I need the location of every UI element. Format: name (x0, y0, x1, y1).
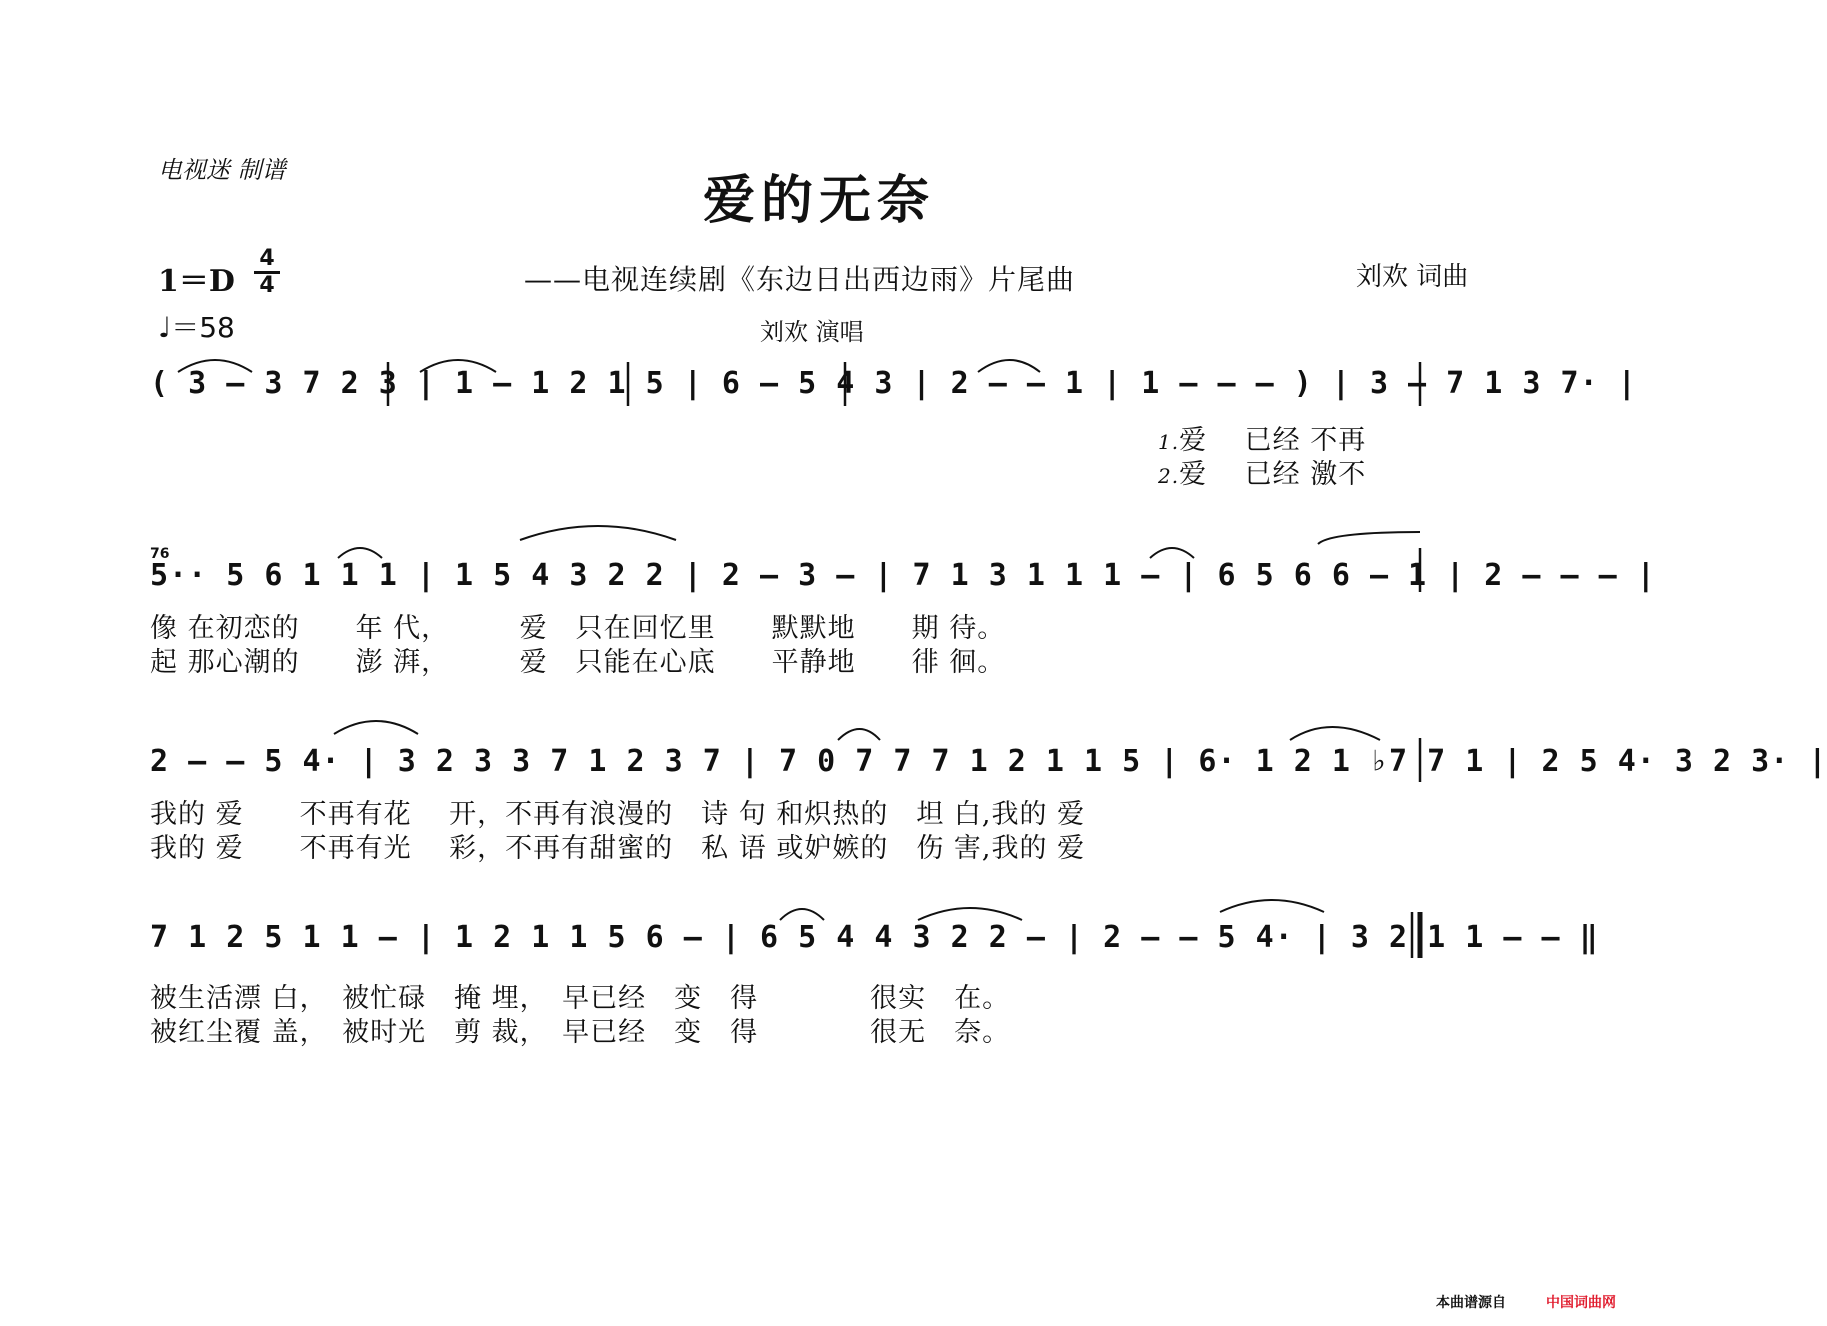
lyricist-composer: 刘欢 词曲 (1356, 262, 1469, 292)
slur (1220, 900, 1324, 912)
lyrics-row-3-verse-1: 我的 爱 不再有花 开，不再有浪漫的 诗 句 和炽热的 坦 白,我的 爱 (150, 799, 1086, 830)
song-title: 爱的无奈 (702, 170, 935, 231)
notation-row-2: 5·· 5 6 1 1 1 | 1 5 4 3 2 2 | 2 – 3 – | 7 1 3 1 1 1 – | 6 5 6 6 – 1 | 2 – – – | (150, 558, 1656, 593)
slur (918, 908, 1022, 920)
notation-row-4: 7 1 2 5 1 1 – | 1 2 1 1 5 6 – | 6 5 4 4 3 2 2 – | 2 – – 5 4· | 3 2 1 1 – – ‖ (150, 920, 1599, 955)
source-note: 本曲谱源自 (1436, 1295, 1506, 1311)
notation-row-1: ( 3 – 3 7 2 3 | 1 – 1 2 1 5 | 6 – 5 4 3 | 2 – – 1 | 1 – – – ) | 3 – 7 1 3 7· | (150, 366, 1637, 401)
slur (338, 548, 382, 558)
slur (420, 360, 496, 372)
lyrics-row-4-verse-1: 被生活漂 白， 被忙碌 掩 埋， 早已经 变 得 很实 在。 (150, 983, 1011, 1014)
verse-text: 爱 已经 激不 (1179, 459, 1367, 490)
lyrics-row-3-verse-2: 我的 爱 不再有光 彩，不再有甜蜜的 私 语 或妒嫉的 伤 害,我的 爱 (150, 833, 1086, 864)
slur (1290, 727, 1380, 740)
slur (520, 526, 676, 540)
slur (178, 360, 252, 372)
lyrics-row-2-verse-1: 像 在初恋的 年 代， 爱 只在回忆里 默默地 期 待。 (150, 613, 1006, 644)
subtitle: ——电视连续剧《东边日出西边雨》片尾曲 (524, 263, 1076, 296)
notation-row-3: 2 – – 5 4· | 3 2 3 3 7 1 2 3 7 | 7 0 7 7 7 1 2 1 1 5 | 6· 1 2 1 ♭7 7 1 | 2 5 4· 3 2 3· | (150, 744, 1827, 779)
tempo-mark: ♩＝58 (158, 311, 235, 344)
barlines (388, 362, 1420, 958)
slur (1150, 548, 1194, 558)
score-maker: 电视迷 制谱 (158, 156, 286, 184)
slur (334, 721, 418, 734)
lyrics-row-4-verse-2: 被红尘覆 盖， 被时光 剪 裁， 早已经 变 得 很无 奈。 (150, 1017, 1011, 1048)
time-numerator: 4 (259, 246, 275, 271)
verse-text: 爱 已经 不再 (1179, 425, 1367, 456)
grace-note-ornament: 76 (150, 546, 170, 562)
source-site-link[interactable]: 中国词曲网 (1546, 1295, 1616, 1311)
performer: 刘欢 演唱 (760, 318, 864, 346)
lyrics-row-2-verse-2: 起 那心潮的 澎 湃， 爱 只能在心底 平静地 徘 徊。 (150, 647, 1006, 678)
time-denominator: 4 (259, 273, 275, 298)
slur (1318, 532, 1420, 544)
slur (978, 360, 1040, 372)
slur (780, 909, 824, 920)
key-signature: 1＝D (158, 264, 235, 299)
slur (838, 729, 880, 740)
verse-number: 1. (1158, 430, 1180, 454)
verse-number: 2. (1158, 464, 1180, 488)
